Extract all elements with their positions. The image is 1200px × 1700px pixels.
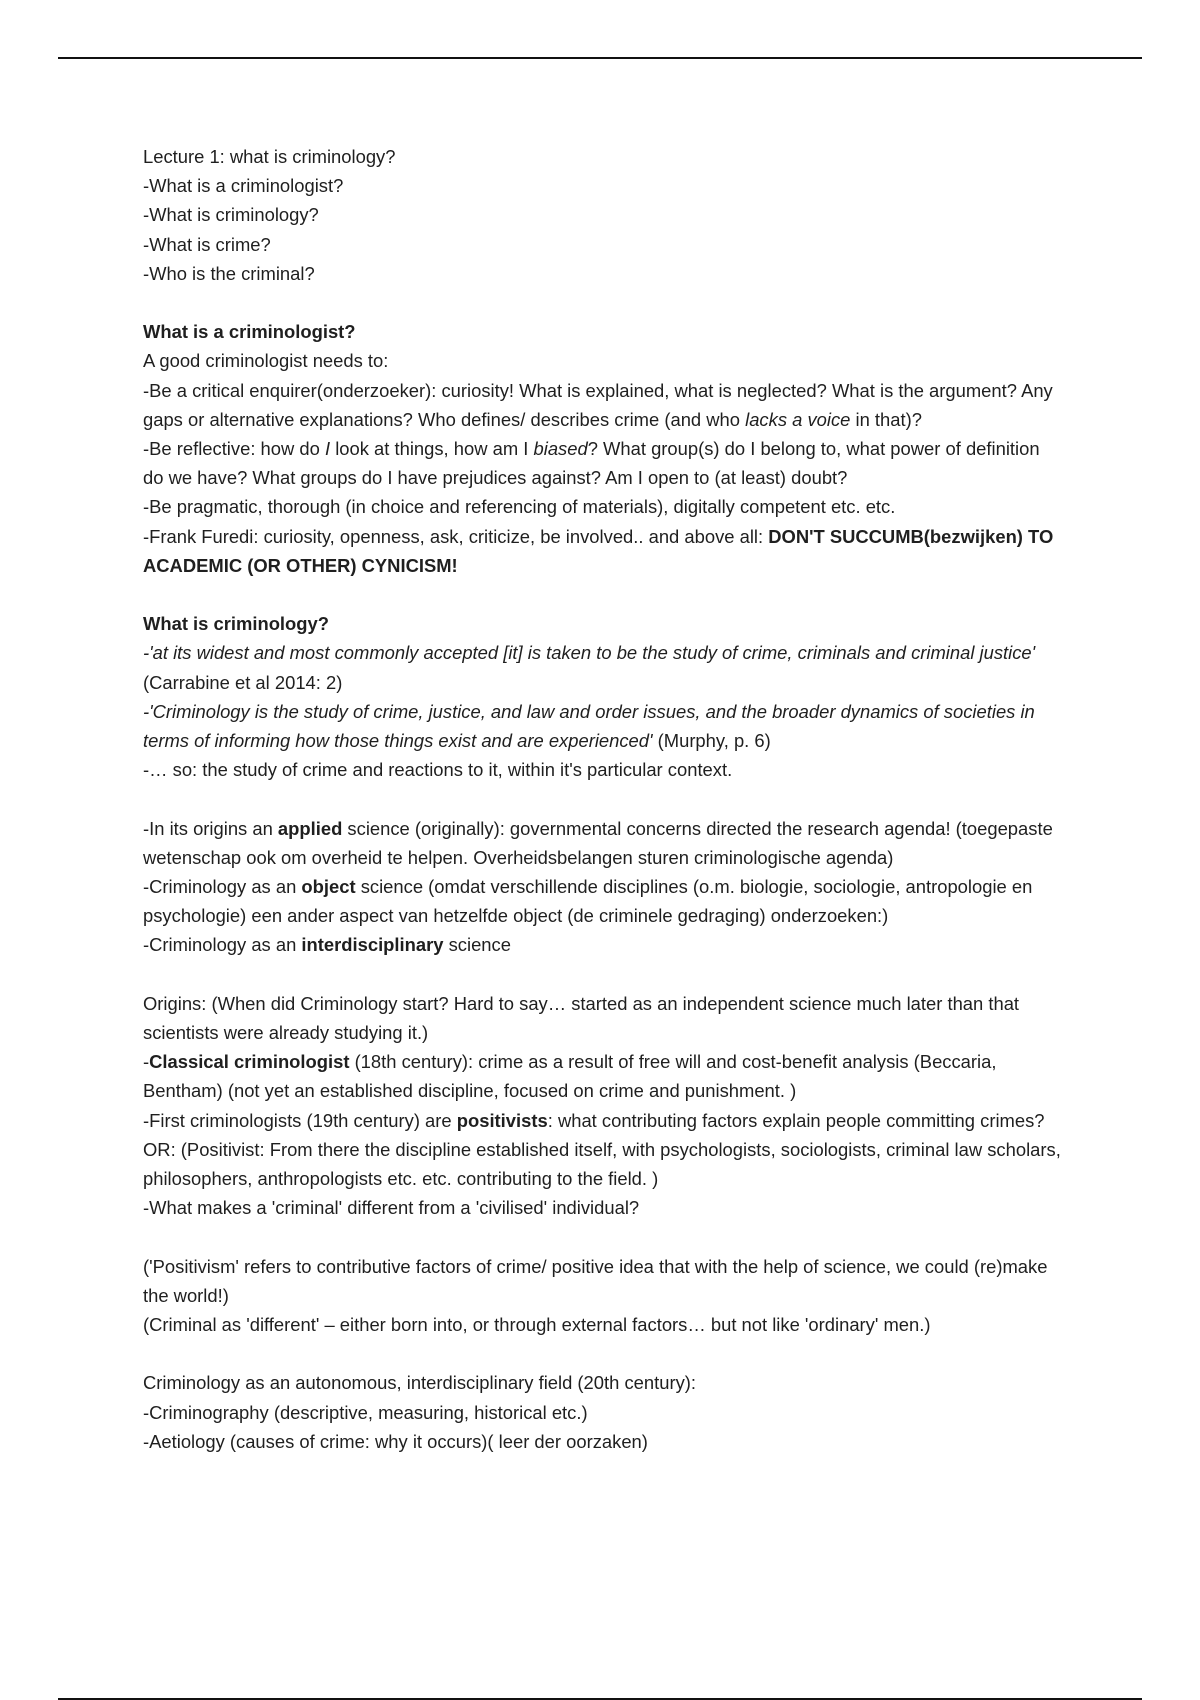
criminologist-intro: A good criminologist needs to: xyxy=(143,350,389,372)
spacer xyxy=(143,288,1063,317)
lecture-title: Lecture 1: what is criminology? xyxy=(143,146,396,167)
criminal-different-note: (Criminal as 'different' – either born into, or through external factors… but not like 'ordinary' men.) xyxy=(143,1314,931,1336)
definition-murphy: -'Criminology is the study of crime, justice, and law and order issues, and the broader dynamics of societies in terms of informing how those things exist and are experienced' (Murphy, p. 6) xyxy=(143,700,1035,752)
positivism-note: ('Positivism' refers to contributive factors of crime/ positive idea that with the help of science, we could (re)make the world!) xyxy=(143,1255,1048,1306)
paragraph-enquirer: -Be a critical enquirer(onderzoeker): curiosity! What is explained, what is neglected? What is the argument? Any gaps or alternative explanations? Who defines/ describes crime (and who lacks a voice in that)? xyxy=(143,379,1053,430)
spacer xyxy=(143,580,1063,609)
list-item: -Criminography (descriptive, measuring, historical etc.) xyxy=(143,1401,588,1423)
paragraph-positivists: -First criminologists (19th century) are positivists: what contributing factors explain people committing crimes? OR: (Positivist: From there the discipline established itself, with psychologists, sociologists, criminal law scholars, philosophers, anthropologists etc. etc. contributing to the field. ) xyxy=(143,1109,1061,1190)
paragraph-classical: -Classical criminologist (18th century): crime as a result of free will and cost-benefit analysis (Beccaria, Bentham) (not yet an established discipline, focused on crime and punishment. ) xyxy=(143,1051,997,1102)
question-item: -Who is the criminal? xyxy=(143,262,315,284)
paragraph-different: -What makes a 'criminal' different from a 'civilised' individual? xyxy=(143,1197,640,1219)
section-heading-criminologist: What is a criminologist? xyxy=(143,321,356,343)
question-item: -What is criminology? xyxy=(143,204,319,226)
paragraph-reflective: -Be reflective: how do I look at things, how am I biased? What group(s) do I belong to, what power of definition do we have? What groups do I have prejudices against? Am I open to (at least) doubt? xyxy=(143,438,1040,489)
document-body xyxy=(143,142,1063,1456)
header-rule xyxy=(58,57,1142,59)
paragraph-object: -Criminology as an object science (omdat verschillende disciplines (o.m. biologie, sociologie, antropologie en psychologie) een ander aspect van hetzelfde object (de criminele gedraging) onderzoeken:) xyxy=(143,876,1033,927)
paragraph-applied: -In its origins an applied science (originally): governmental concerns directed the research agenda! (toegepaste wetenschap ook om overheid te helpen. Overheidsbelangen sturen criminologische agenda) xyxy=(143,817,1053,868)
paragraph-furedi: -Frank Furedi: curiosity, openness, ask, criticize, be involved.. and above all: DON'T SUCCUMB(bezwijken) TO ACADEMIC (OR OTHER) CYNICISM! xyxy=(143,525,1054,576)
list-item: -Aetiology (causes of crime: why it occurs)( leer der oorzaken) xyxy=(143,1430,648,1452)
section-heading-criminology: What is criminology? xyxy=(143,613,329,635)
definition-carrabine: -'at its widest and most commonly accepted [it] is taken to be the study of crime, criminals and criminal justice' (Carrabine et al 2014: 2) xyxy=(143,642,1036,693)
definition-summary: -… so: the study of crime and reactions to it, within it's particular context. xyxy=(143,759,733,781)
question-item: -What is a criminologist? xyxy=(143,175,344,197)
question-item: -What is crime? xyxy=(143,233,271,255)
spacer xyxy=(143,1222,1063,1251)
paragraph-interdisciplinary: -Criminology as an interdisciplinary science xyxy=(143,934,511,956)
paragraph-pragmatic: -Be pragmatic, thorough (in choice and referencing of materials), digitally competent etc. etc. xyxy=(143,496,896,518)
spacer xyxy=(143,784,1063,813)
autonomous-intro: Criminology as an autonomous, interdisciplinary field (20th century): xyxy=(143,1372,697,1394)
spacer xyxy=(143,960,1063,989)
origins-intro: Origins: (When did Criminology start? Hard to say… started as an independent science much later than that scientists were already studying it.) xyxy=(143,992,1020,1044)
spacer xyxy=(143,1339,1063,1368)
